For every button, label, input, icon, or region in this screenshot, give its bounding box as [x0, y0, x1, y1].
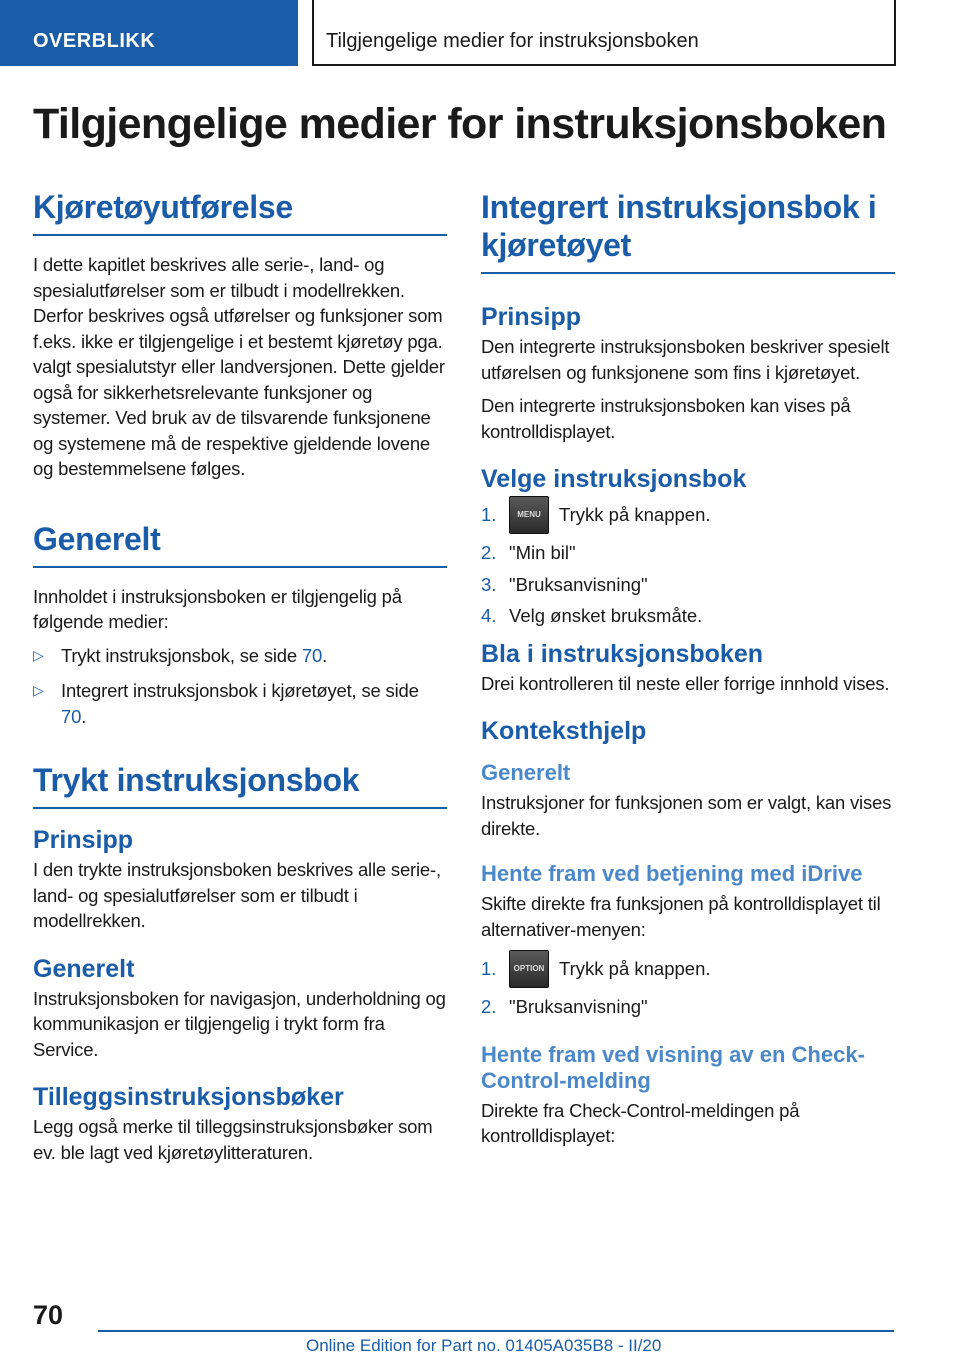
select-steps [481, 496, 895, 629]
browse-heading: Bla i instruksjonsboken [481, 639, 764, 668]
printed-principle-text: I den trykte instruksjonsboken beskrives alle serie-, land- og spesialutførelser som er tilbudt i modellrekken. [33, 859, 441, 931]
page-title: Tilgjengelige medier for instruksjonsboken [33, 100, 887, 148]
printed-principle-heading: Prinsipp [33, 826, 134, 854]
idrive-text: Skifte direkte fra funksjonen på kontrolldisplayet til alternativer-menyen: [481, 893, 881, 940]
left-column [33, 188, 447, 1173]
footer-divider [98, 1330, 894, 1332]
integrated-principle-heading: Prinsipp [481, 303, 582, 331]
printed-general-heading: Generelt [33, 954, 135, 983]
right-column [481, 188, 895, 1157]
section-tab[interactable]: OVERBLIKK [0, 0, 298, 66]
triangle-bullet-icon: ▷ [33, 682, 44, 698]
page-link[interactable]: 70 [61, 705, 82, 727]
media-list [33, 643, 447, 730]
supplement-text: Legg også merke til tilleggsinstruksjonsbøker som ev. ble lagt ved kjøretøylitteraturen. [33, 1116, 433, 1163]
browse-text: Drei kontrolleren til neste eller forrige innhold vises. [481, 672, 890, 694]
header-title: Tilgjengelige medier for instruksjonsboken [312, 0, 896, 66]
supplement-heading: Tilleggsinstruksjonsbøker [33, 1083, 344, 1111]
printed-heading: Trykt instruksjonsbok [33, 761, 447, 809]
page-number: 70 [33, 1300, 64, 1330]
step-item: 2. "Bruksanvisning" [481, 996, 648, 1017]
vehicle-heading: Kjøretøyutførelse [33, 188, 447, 236]
vehicle-text: I dette kapitlet beskrives alle serie-, land- og spesialutførelser som er tilbudt i modellrekken. Derfor beskrives også utførelser og funksjoner som f.eks. ikke er tilgjengelige i et bestemt kjøretøy pga. valgt spesialutstyr eller landversjonen. Dette gjelder også for sikkerhetsrelevante funksjoner og systemer. Ved bruk av de tilsvarende funksjonene og systemene må de respektive gjeldende lovene og bestemmelsene følges. [33, 254, 445, 479]
idrive-steps [481, 950, 895, 1020]
select-heading: Velge instruksjonsbok [481, 465, 747, 493]
idrive-heading: Hente fram ved betjening med iDrive [481, 861, 863, 886]
integrated-principle-text-1: Den integrerte instruksjonsboken beskriver spesielt utførelsen og funksjonene som fins i kjøretøyet. [481, 336, 890, 383]
option-button-icon: OPTION [509, 950, 549, 988]
printed-general-text: Instruksjonsboken for navigasjon, underholdning og kommunikasjon er tilgjengelig i trykt form fra Service. [33, 987, 446, 1060]
list-item: ▷ Integrert instruksjonsbok i kjøretøyet, se side 70. [33, 680, 419, 727]
context-heading: Konteksthjelp [481, 717, 647, 745]
step-item: 1. OPTION Trykk på knappen. [481, 950, 895, 988]
triangle-bullet-icon: ▷ [33, 646, 44, 663]
check-control-heading: Hente fram ved visning av en Check-Control-melding [481, 1041, 865, 1093]
general-text: Innholdet i instruksjonsboken er tilgjengelig på følgende medier: [33, 585, 402, 632]
page-link[interactable]: 70 [301, 644, 323, 666]
integrated-heading: Integrert instruksjonsbok i kjøretøyet [481, 188, 895, 274]
integrated-principle-text-2: Den integrerte instruksjonsboken kan vises på kontrolldisplayet. [481, 395, 851, 442]
context-general-text: Instruksjoner for funksjonen som er valgt, kan vises direkte. [481, 792, 892, 839]
menu-button-icon: MENU [509, 496, 549, 534]
step-item: 1. MENU Trykk på knappen. [481, 496, 895, 534]
step-item: 2. "Min bil" [481, 542, 576, 563]
check-control-text: Direkte fra Check-Control-meldingen på kontrolldisplayet: [481, 1099, 800, 1146]
general-heading: Generelt [33, 520, 447, 568]
step-item: 3. "Bruksanvisning" [481, 573, 648, 595]
context-general-heading: Generelt [481, 760, 571, 785]
step-item: 4. Velg ønsket bruksmåte. [481, 605, 703, 626]
footer-edition: Online Edition for Part no. 01405A035B8 - II/20 [306, 1336, 662, 1355]
page-header [0, 0, 960, 66]
list-item: ▷ Trykt instruksjonsbok, se side 70. [33, 643, 447, 669]
